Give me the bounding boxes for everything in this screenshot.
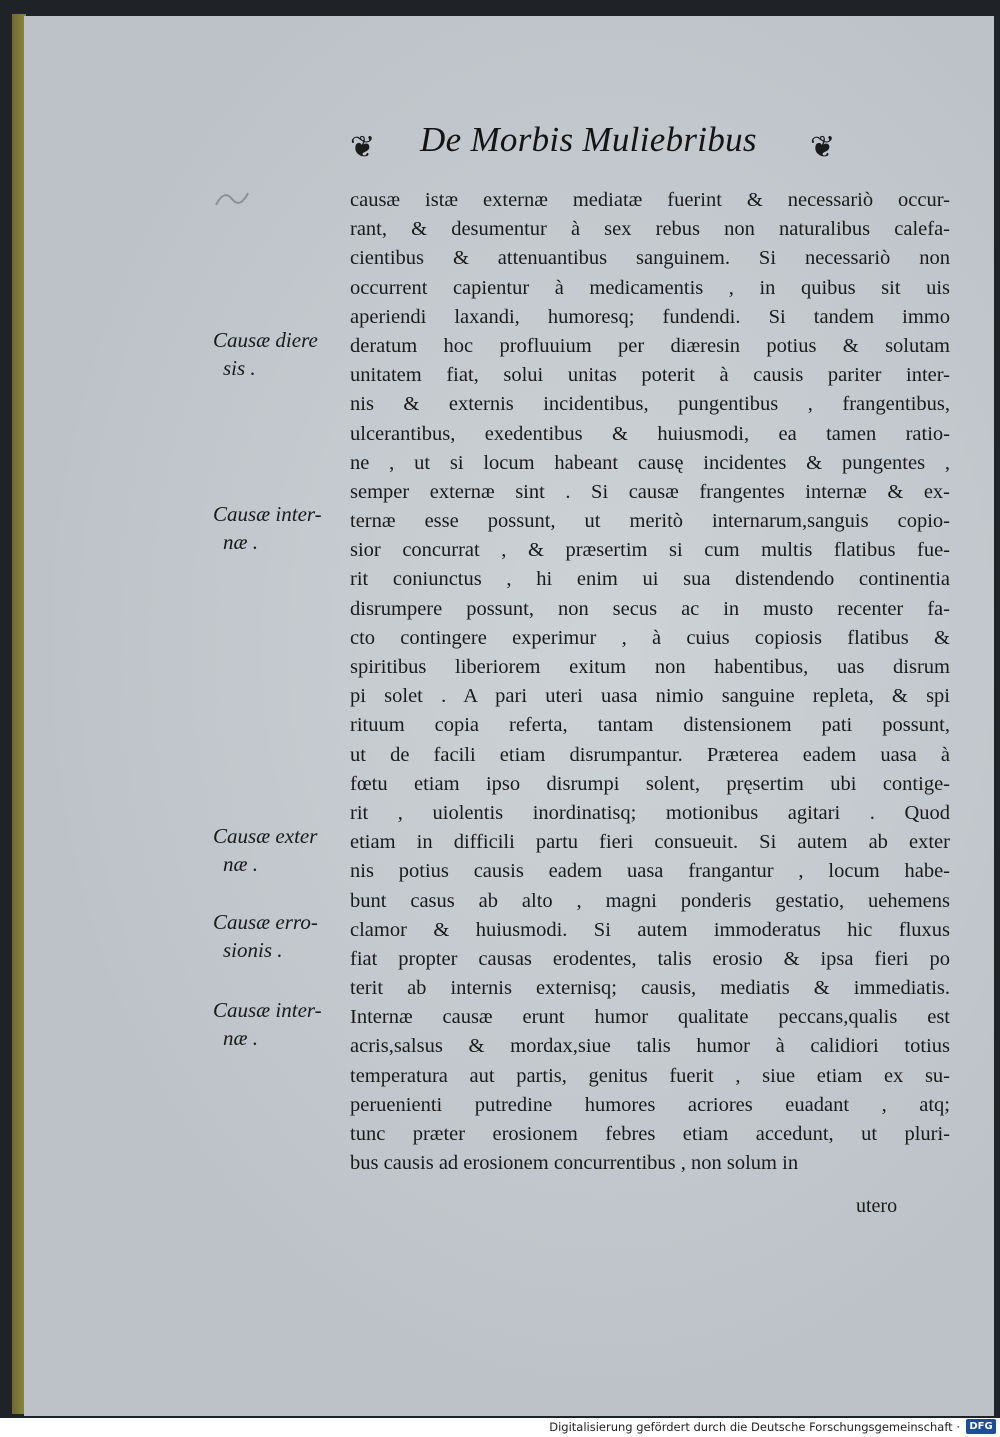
- text-line: tunc præter erosionem febres etiam accedunt, ut pluri-: [350, 1123, 950, 1145]
- text-line: disrumpere possunt, non secus ac in musto recenter fa-: [350, 597, 950, 620]
- text-line: spiritibus liberiorem exitum non habentibus, uas disrum: [350, 656, 950, 678]
- margin-note-errosionis: [213, 908, 343, 964]
- text-line: rit , uiolentis inordinatisq; motionibus agitari . Quod: [350, 801, 950, 824]
- running-head: De Morbis Muliebribus: [420, 120, 757, 159]
- margin-note-line: Causæ inter-: [213, 998, 322, 1022]
- bleed-through-mark-icon: [214, 185, 250, 209]
- fleuron-left-icon: ❦: [350, 130, 376, 165]
- text-line: clamor & huiusmodi. Si autem immoderatus hic fluxus: [350, 918, 950, 941]
- text-line: rit coniunctus , hi enim ui sua distendendo continentia: [350, 568, 950, 591]
- text-line: pi solet . A pari uteri uasa nimio sanguine repleta, & spi: [350, 685, 950, 708]
- margin-note-line: Causæ erro-: [213, 910, 318, 934]
- margin-note-line: næ .: [223, 852, 259, 876]
- text-line: temperatura aut partis, genitus fuerit , siue etiam ex su-: [350, 1064, 950, 1087]
- text-line: nis & externis incidentibus, pungentibus , frangentibus,: [350, 393, 950, 416]
- text-line: aperiendi laxandi, humoresq; fundendi. Si tandem immo: [350, 305, 950, 328]
- margin-note-line: Causæ exter: [213, 824, 318, 848]
- text-line: fiat propter causas erodentes, talis erosio & ipsa fieri po: [350, 947, 950, 970]
- margin-note-diaeresis: [213, 326, 343, 382]
- text-line: nis potius causis eadem uasa frangantur , locum habe-: [350, 860, 950, 883]
- margin-note-line: næ .: [223, 1026, 259, 1050]
- text-line: unitatem fiat, solui unitas poterit à causis pariter inter-: [350, 364, 950, 387]
- catchword: utero: [856, 1195, 898, 1217]
- text-line: Internæ causæ erunt humor qualitate peccans,qualis est: [350, 1006, 950, 1029]
- text-line: terit ab internis externisq; causis, mediatis & immediatis.: [350, 977, 950, 1000]
- margin-note-line: Causæ diere: [213, 328, 318, 352]
- text-line: cto contingere experimur , à cuius copiosis flatibus &: [350, 626, 950, 649]
- text-line: causæ istæ externæ mediatæ fuerint & necessariò occur-: [350, 189, 950, 211]
- margin-note-line: Causæ inter-: [213, 502, 322, 526]
- margin-note-line: næ .: [223, 530, 259, 554]
- text-line: cientibus & attenuantibus sanguinem. Si necessariò non: [350, 247, 950, 270]
- text-line: rant, & desumentur à sex rebus non naturalibus calefa-: [350, 218, 950, 241]
- margin-note-internae: [213, 500, 343, 556]
- fleuron-right-icon: ❦: [810, 130, 836, 165]
- dfg-logo-icon: DFG: [966, 1419, 996, 1434]
- text-line: ut de facili etiam disrumpantur. Præterea eadem uasa à: [350, 743, 950, 766]
- text-line: bus causis ad erosionem concurrentibus , non solum in: [350, 1152, 799, 1175]
- margin-note-internae-2: [213, 996, 343, 1052]
- margin-note-externae: [213, 822, 343, 878]
- text-line: fœtu etiam ipso disrumpi solent, pręsertim ubi contige-: [350, 772, 950, 795]
- text-line: ne , ut si locum habeant causę incidentes & pungentes ,: [350, 451, 950, 474]
- text-line: etiam in difficili partu fieri consueuit. Si autem ab exter: [350, 831, 950, 854]
- text-line: deratum hoc profluuium per diæresin potius & solutam: [350, 334, 950, 357]
- text-line: ternæ esse possunt, ut meritò internarum,sanguis copio-: [350, 510, 950, 533]
- text-line: bunt casus ab alto , magni ponderis gestatio, uehemens: [350, 889, 950, 912]
- text-line: peruenienti putredine humores acriores euadant , atq;: [350, 1093, 950, 1116]
- text-line: acris,salsus & mordax,siue talis humor à calidiori totius: [350, 1035, 950, 1058]
- text-line: ulcerantibus, exedentibus & huiusmodi, ea tamen ratio-: [350, 422, 950, 445]
- text-line: occurrent capientur à medicamentis , in quibus sit uis: [350, 276, 950, 299]
- margin-note-line: sis .: [223, 356, 256, 380]
- text-line: rituum copia referta, tantam distensionem pati possunt,: [350, 714, 950, 737]
- text-line: sior concurrat , & præsertim si cum multis flatibus fue-: [350, 539, 950, 562]
- funding-credit: Digitalisierung gefördert durch die Deutsche Forschungsgemeinschaft ·: [549, 1420, 960, 1434]
- margin-note-line: sionis .: [223, 938, 283, 962]
- body-text: [350, 186, 950, 1178]
- text-line: semper externæ sint . Si causæ frangentes internæ & ex-: [350, 480, 950, 503]
